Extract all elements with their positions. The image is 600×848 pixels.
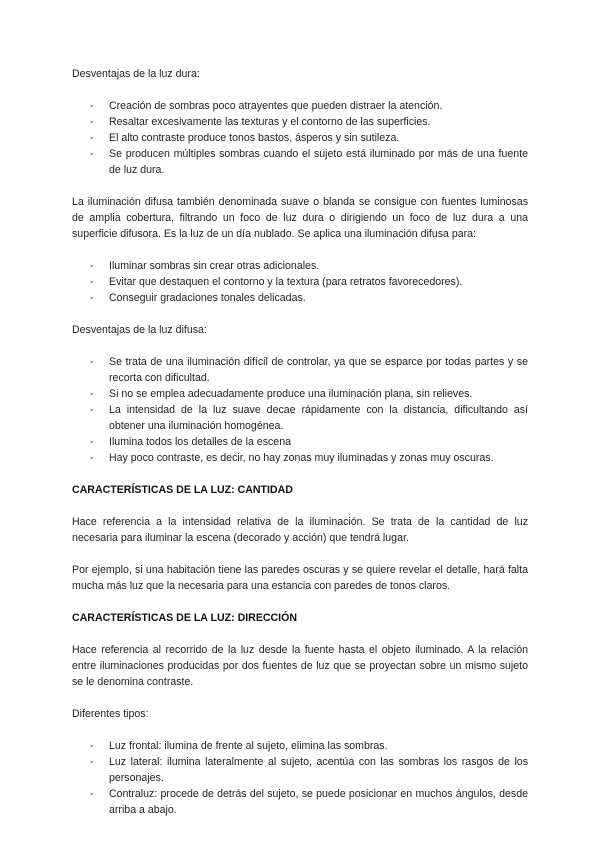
list-item: - Luz lateral: ilumina lateralmente al sujeto, acentúa con las sombras los rasgos de los personajes. [90,756,528,784]
diffuse-uses-list [72,258,528,306]
list-item: - El alto contraste produce tonos bastos, ásperos y sin sutileza. [90,132,400,144]
bullet-dash: - [90,148,94,160]
bullet-dash: - [90,276,94,288]
list-item: - Contraluz: procede de detrás del sujeto, se puede posicionar en muchos ángulos, desde arriba a abajo. [90,788,528,816]
bullet-dash: - [90,356,94,368]
quantity-paragraph-2: Por ejemplo, si una habitación tiene las paredes oscuras y se quiere revelar el detalle, hará falta mucha más luz que la necesaria para una estancia con paredes de tonos claros. [72,564,528,592]
bullet-dash: - [90,100,94,112]
hard-disadvantages-list [72,98,528,178]
diffuse-disadvantages-list [72,354,528,466]
direction-paragraph: Hace referencia al recorrido de la luz desde la fuente hasta el objeto iluminado. A la relación entre iluminaciones producidas por dos fuentes de luz que se proyectan sobre un mismo sujeto se le denomina contraste. [72,644,528,688]
bullet-dash: - [90,260,94,272]
list-item: - La intensidad de la luz suave decae rápidamente con la distancia, dificultando así obtener una iluminación homogénea. [90,404,528,432]
list-item: - Si no se emplea adecuadamente produce una iluminación plana, sin relieves. [90,388,473,400]
bullet-dash: - [90,388,94,400]
list-item: - Creación de sombras poco atrayentes que pueden distraer la atención. [90,100,443,112]
bullet-dash: - [90,740,94,752]
bullet-dash: - [90,436,94,448]
bullet-dash: - [90,292,94,304]
list-item: - Iluminar sombras sin crear otras adicionales. [90,260,320,272]
diffuse-paragraph: La iluminación difusa también denominada suave o blanda se consigue con fuentes luminosas de amplia cobertura, filtrando un foco de luz dura o dirigiendo un foco de luz dura a una superficie difusora. Es la luz de un día nublado. Se aplica una iluminación difusa para: [72,196,528,240]
list-item: - Se trata de una iluminación difícil de controlar, ya que se esparce por todas partes y se recorta con dificultad. [90,356,528,384]
list-item: - Hay poco contraste, es decir, no hay zonas muy iluminadas y zonas muy oscuras. [90,452,494,464]
list-item: - Ilumina todos los detalles de la escena [90,436,291,448]
list-item: - Conseguir gradaciones tonales delicadas. [90,292,306,304]
bullet-dash: - [90,756,94,768]
bullet-dash: - [90,404,94,416]
types-heading: Diferentes tipos: [72,708,149,720]
quantity-title: CARACTERÍSTICAS DE LA LUZ: CANTIDAD [72,484,293,496]
bullet-dash: - [90,452,94,464]
list-item: - Luz frontal: ilumina de frente al sujeto, elimina las sombras. [90,740,388,752]
list-item: - Resaltar excesivamente las texturas y el contorno de las superficies. [90,116,431,128]
types-list [72,738,528,818]
diffuse-disadvantages-heading: Desventajas de la luz difusa: [72,324,207,336]
list-item: - Evitar que destaquen el contorno y la textura (para retratos favorecedores). [90,276,463,288]
list-item: - Se producen múltiples sombras cuando el sujeto está iluminado por más de una fuente de luz dura. [90,148,528,176]
bullet-dash: - [90,132,94,144]
bullet-dash: - [90,788,94,800]
document-page [72,66,528,818]
quantity-paragraph-1: Hace referencia a la intensidad relativa de la iluminación. Se trata de la cantidad de luz necesaria para iluminar la escena (decorado y acción) que tendrá lugar. [72,516,528,544]
bullet-dash: - [90,116,94,128]
direction-title: CARACTERÍSTICAS DE LA LUZ: DIRECCIÓN [72,612,298,624]
hard-disadvantages-heading: Desventajas de la luz dura: [72,68,200,80]
